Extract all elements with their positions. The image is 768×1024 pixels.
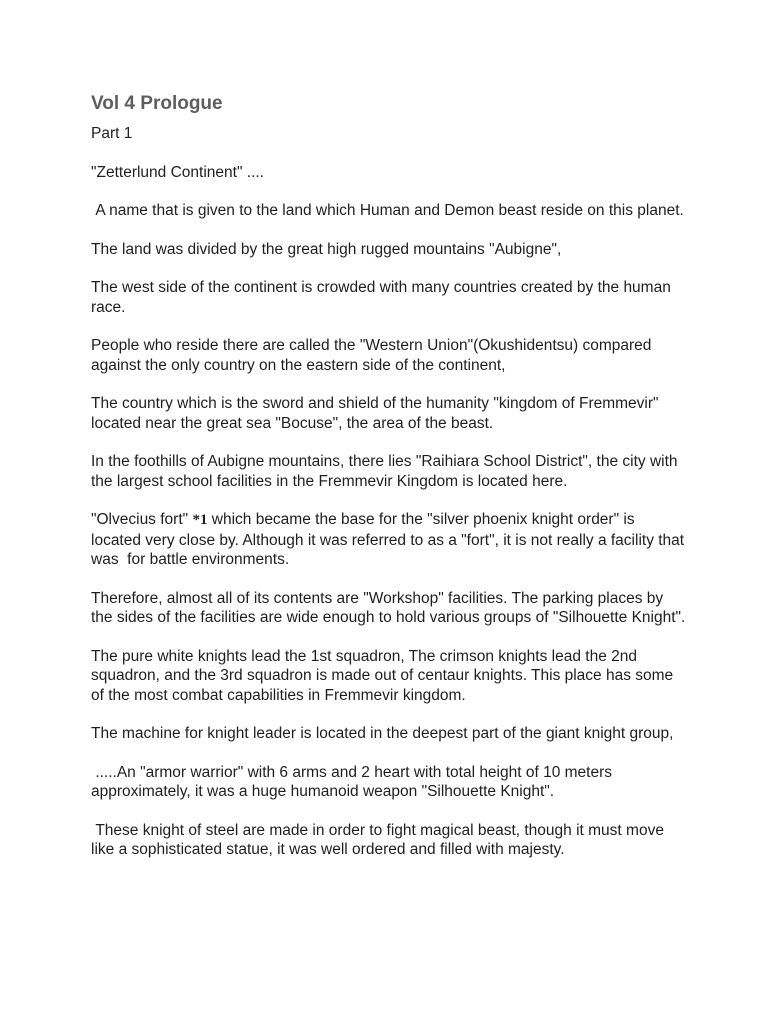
document-body xyxy=(91,92,687,879)
paragraph: The pure white knights lead the 1st squadron, The crimson knights lead the 2nd squadron, and the 3rd squadron is made out of centaur knights. This place has some of the most combat capabilities in Fremmevir kingdom. xyxy=(91,647,678,704)
paragraph: .....An "armor warrior" with 6 arms and 2 heart with total height of 10 meters approximately, it was a huge humanoid weapon "Silhouette Knight". xyxy=(91,763,617,800)
paragraph: The land was divided by the great high rugged mountains "Aubigne", xyxy=(91,240,562,258)
part-heading: Part 1 xyxy=(91,125,133,142)
paragraph-text-end: which became the base for the "silver phoenix knight order" is located very close by. Although it was referred to as a "fort", it is not really a facility that was for battle environments. xyxy=(91,511,689,568)
paragraph: The country which is the sword and shield of the humanity "kingdom of Fremmevir" located near the great sea "Bocuse", the area of the beast. xyxy=(91,395,663,432)
paragraph: In the foothills of Aubigne mountains, there lies "Raihiara School District", the city with the largest school facilities in the Fremmevir Kingdom is located here. xyxy=(91,453,682,490)
paragraph: "Zetterlund Continent" .... xyxy=(91,163,264,181)
paragraph: People who reside there are called the "Western Union"(Okushidentsu) compared against the only country on the eastern side of the continent, xyxy=(91,337,656,374)
paragraph-text-start: "Olvecius fort" xyxy=(91,511,193,528)
paragraph: Therefore, almost all of its contents are "Workshop" facilities. The parking places by the sides of the facilities are wide enough to hold various groups of "Silhouette Knight". xyxy=(91,589,686,626)
paragraph: A name that is given to the land which Human and Demon beast reside on this planet. xyxy=(91,202,684,219)
footnote-marker: *1 xyxy=(192,512,208,528)
paragraph: The west side of the continent is crowded with many countries created by the human race. xyxy=(91,279,676,316)
page-title: Vol 4 Prologue xyxy=(91,93,223,114)
paragraph-with-footnote xyxy=(91,510,687,570)
paragraph: The machine for knight leader is located in the deepest part of the giant knight group, xyxy=(91,725,674,742)
paragraph: These knight of steel are made in order to fight magical beast, though it must move like a sophisticated statue, it was well ordered and filled with majesty. xyxy=(91,821,669,858)
